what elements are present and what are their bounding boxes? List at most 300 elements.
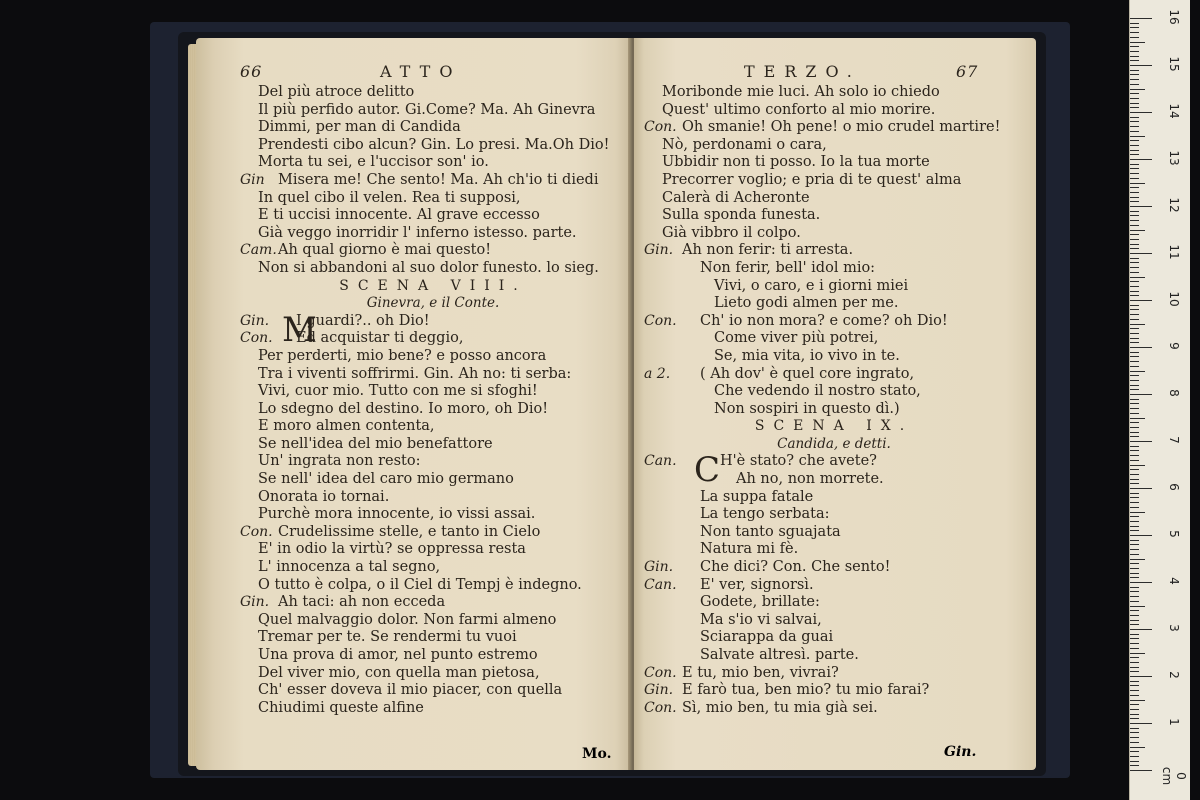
left-catchword: Mo. — [582, 746, 612, 762]
line-text: E tu, mio ben, vivrai? — [682, 664, 839, 681]
line-text: Dimmi, per man di Candida — [258, 119, 461, 136]
text-line — [644, 577, 1024, 595]
line-text: Lieto godi almen per me. — [714, 295, 899, 312]
line-text: Tremar per te. Se rendermi tu vuoi — [258, 629, 517, 646]
ruler-label: 16 — [1167, 9, 1181, 25]
ruler-tick — [1130, 427, 1139, 428]
text-line — [240, 647, 626, 665]
ruler-tick — [1130, 460, 1139, 461]
text-line — [240, 612, 626, 630]
line-text: Ah taci: ah non ecceda — [278, 594, 446, 611]
line-text: Già veggo inorridir l' inferno istesso. parte. — [258, 224, 577, 241]
ruler-tick — [1130, 502, 1139, 503]
text-line — [240, 190, 626, 208]
ruler-tick — [1130, 709, 1139, 710]
ruler-tick — [1130, 615, 1139, 616]
ruler-tick — [1130, 671, 1139, 672]
speaker-label: Gin — [240, 171, 265, 188]
line-text: Ah qual giorno è mai questo! — [278, 242, 492, 259]
speaker-label: Gin. — [644, 559, 674, 576]
ruler-tick — [1130, 648, 1139, 649]
ruler-tick — [1130, 37, 1139, 38]
ruler-tick — [1130, 74, 1139, 75]
line-text: Sulla sponda funesta. — [662, 207, 821, 224]
left-page-header — [240, 62, 626, 84]
line-text: Non si abbandoni al suo dolor funesto. lo sieg. — [258, 259, 599, 276]
text-line — [644, 119, 1024, 137]
line-text: Un' ingrata non resto: — [258, 453, 421, 470]
text-line — [644, 471, 1024, 489]
ruler-tick — [1130, 244, 1139, 245]
text-line — [644, 102, 1024, 120]
left-drop-cap: M — [282, 309, 317, 350]
ruler-tick — [1130, 154, 1139, 155]
ruler-tick — [1130, 657, 1139, 658]
ruler-tick — [1130, 728, 1139, 729]
line-text: Onorata io tornai. — [258, 488, 390, 505]
ruler-label: 6 — [1167, 483, 1181, 491]
ruler-tick — [1130, 159, 1152, 160]
ruler-label: 12 — [1167, 197, 1181, 213]
left-scene-text-block — [240, 309, 626, 718]
text-line — [240, 366, 626, 384]
ruler-tick — [1130, 516, 1139, 517]
text-line — [240, 137, 626, 155]
ruler-tick — [1130, 704, 1139, 705]
ruler-label: 15 — [1167, 56, 1181, 72]
ruler-tick — [1130, 342, 1139, 343]
text-line — [644, 330, 1024, 348]
line-text: Se nell'idea del mio benefattore — [258, 435, 493, 452]
ruler-label: 4 — [1167, 577, 1181, 585]
ruler-tick — [1130, 535, 1152, 536]
line-text: Oh smanie! Oh pene! o mio crudel martire! — [682, 119, 1001, 136]
line-text: Non ferir, bell' idol mio: — [700, 259, 876, 276]
ruler-tick — [1130, 455, 1139, 456]
line-text: La tengo serbata: — [700, 506, 830, 523]
text-line — [644, 700, 1024, 718]
speaker-label: a 2. — [644, 365, 671, 382]
ruler-tick — [1130, 328, 1139, 329]
ruler-tick — [1130, 653, 1145, 654]
ruler-tick — [1130, 140, 1139, 141]
line-text: Salvate altresì. parte. — [700, 647, 859, 663]
ruler-tick — [1130, 549, 1139, 550]
ruler-tick — [1130, 201, 1139, 202]
ruler-tick — [1130, 89, 1145, 90]
ruler-label: 8 — [1167, 389, 1181, 397]
ruler-tick — [1130, 42, 1145, 43]
ruler-tick — [1130, 352, 1139, 353]
line-text: Se, mia vita, io vivo in te. — [714, 347, 900, 364]
line-text: Ubbidir non ti posso. Io la tua morte — [662, 154, 930, 171]
ruler-tick — [1130, 446, 1139, 447]
ruler-tick — [1130, 488, 1152, 489]
ruler-tick — [1130, 418, 1145, 419]
text-line — [240, 401, 626, 419]
ruler-tick — [1130, 408, 1139, 409]
ruler-tick — [1130, 544, 1139, 545]
ruler-tick — [1130, 403, 1139, 404]
line-text: Moribonde mie luci. Ah solo io chiedo — [662, 84, 940, 100]
ruler-tick — [1130, 23, 1139, 24]
ruler-tick — [1130, 479, 1139, 480]
ruler-label: 14 — [1167, 103, 1181, 119]
text-line — [240, 260, 626, 278]
text-line — [240, 418, 626, 436]
left-scene-characters: Ginevra, e il Conte. — [366, 295, 500, 312]
ruler-tick — [1130, 267, 1139, 268]
ruler-tick — [1130, 436, 1139, 437]
line-text: H'è stato? che avete? — [720, 453, 877, 470]
ruler-tick — [1130, 98, 1139, 99]
ruler-tick — [1130, 512, 1145, 513]
right-page-content — [644, 62, 1024, 717]
ruler-tick — [1130, 60, 1139, 61]
ruler-label: 13 — [1167, 150, 1181, 166]
left-page-number: 66 — [240, 62, 263, 81]
line-text: Prendesti cibo alcun? Gin. Lo presi. Ma.Oh Dio! — [258, 136, 610, 153]
ruler-tick — [1130, 587, 1139, 588]
line-text: L' innocenza a tal segno, — [258, 559, 441, 576]
line-text: Ah non ferir: ti arresta. — [682, 242, 854, 259]
line-text: Ah no, non morrete. — [736, 471, 884, 488]
ruler-tick — [1130, 84, 1139, 85]
ruler-tick — [1130, 168, 1139, 169]
text-line — [240, 665, 626, 683]
text-line — [644, 629, 1024, 647]
ruler-tick — [1130, 192, 1139, 193]
ruler-tick — [1130, 624, 1139, 625]
ruler-tick — [1130, 206, 1152, 207]
right-scene-title: SCENA IX. — [754, 418, 914, 435]
line-text: Vivi, o caro, e i giorni miei — [714, 277, 909, 294]
line-text: In quel cibo il velen. Rea ti supposi, — [258, 189, 521, 206]
text-line — [644, 366, 1024, 384]
ruler-tick — [1130, 366, 1139, 367]
ruler-tick — [1130, 380, 1139, 381]
ruler-tick — [1130, 577, 1139, 578]
ruler-tick — [1130, 375, 1139, 376]
right-scene-text-block — [644, 450, 1024, 717]
text-line — [644, 506, 1024, 524]
ruler-tick — [1130, 65, 1152, 66]
ruler-tick — [1130, 732, 1139, 733]
ruler-tick — [1130, 338, 1139, 339]
line-text: Misera me! Che sento! Ma. Ah ch'io ti diedi — [278, 171, 599, 188]
ruler-tick — [1130, 220, 1139, 221]
ruler-tick — [1130, 103, 1139, 104]
text-line — [644, 348, 1024, 366]
ruler-label: 3 — [1167, 624, 1181, 632]
ruler-tick — [1130, 530, 1139, 531]
ruler-tick — [1130, 681, 1139, 682]
text-line — [644, 383, 1024, 401]
ruler-tick — [1130, 324, 1145, 325]
ruler-tick — [1130, 469, 1139, 470]
ruler-tick — [1130, 540, 1139, 541]
ruler-tick — [1130, 197, 1139, 198]
line-text: Quest' ultimo conforto al mio morire. — [662, 101, 936, 118]
ruler-tick — [1130, 662, 1139, 663]
ruler-tick — [1130, 347, 1152, 348]
ruler-tick — [1130, 634, 1139, 635]
ruler-tick — [1130, 300, 1152, 301]
ruler-tick — [1130, 770, 1152, 771]
text-line — [240, 102, 626, 120]
line-text: Del più atroce delitto — [258, 84, 415, 100]
text-line — [240, 154, 626, 172]
ruler-tick — [1130, 286, 1139, 287]
left-running-head: ATTO — [380, 62, 462, 81]
ruler-tick — [1130, 450, 1139, 451]
ruler-tick — [1130, 319, 1139, 320]
line-text: Che dici? Con. Che sento! — [700, 559, 891, 576]
ruler-tick — [1130, 573, 1139, 574]
ruler-tick — [1130, 51, 1139, 52]
ruler-label: 7 — [1167, 436, 1181, 444]
ruler-tick — [1130, 742, 1139, 743]
left-scene-title: SCENA VIII. — [339, 277, 527, 294]
text-line — [240, 436, 626, 454]
ruler-tick — [1130, 56, 1139, 57]
ruler-tick — [1130, 554, 1139, 555]
ruler-tick — [1130, 507, 1139, 508]
ruler-tick — [1130, 690, 1139, 691]
ruler-tick — [1130, 483, 1139, 484]
right-drop-cap: C — [694, 450, 721, 491]
ruler-tick — [1130, 610, 1139, 611]
ruler-tick — [1130, 596, 1139, 597]
ruler-tick — [1130, 239, 1139, 240]
ruler-tick — [1130, 737, 1139, 738]
ruler-label: 1 — [1167, 718, 1181, 726]
text-line — [644, 453, 1024, 471]
text-line — [644, 295, 1024, 313]
text-line — [240, 700, 626, 718]
line-text: Per perderti, mio bene? e posso ancora — [258, 347, 547, 364]
ruler-tick — [1130, 751, 1139, 752]
text-line — [644, 172, 1024, 190]
ruler-tick — [1130, 399, 1139, 400]
line-text: E moro almen contenta, — [258, 418, 435, 435]
line-text: Lo sdegno del destino. Io moro, oh Dio! — [258, 400, 549, 417]
ruler-tick — [1130, 211, 1139, 212]
ruler-tick — [1130, 723, 1152, 724]
ruler-tick — [1130, 474, 1139, 475]
text-line — [644, 559, 1024, 577]
text-line — [240, 119, 626, 137]
line-text: Del viver mio, con quella man pietosa, — [258, 664, 540, 681]
ruler-tick — [1130, 262, 1139, 263]
line-text: Precorrer voglio; e pria di te quest' alma — [662, 171, 962, 188]
ruler-label: 11 — [1167, 244, 1181, 260]
ruler-tick — [1130, 333, 1139, 334]
text-line — [644, 225, 1024, 243]
line-text: Il più perfido autor. Gi.Come? Ma. Ah Ginevra — [258, 101, 596, 118]
ruler-tick — [1130, 389, 1139, 390]
text-line — [644, 594, 1024, 612]
right-catchword: Gin. — [944, 744, 977, 760]
ruler-tick — [1130, 215, 1139, 216]
left-page — [196, 38, 632, 770]
line-text: Sì, mio ben, tu mia già sei. — [682, 699, 878, 716]
ruler-tick — [1130, 230, 1145, 231]
text-line — [644, 489, 1024, 507]
ruler-tick — [1130, 714, 1139, 715]
ruler-tick — [1130, 497, 1139, 498]
ruler-tick — [1130, 253, 1152, 254]
ruler-tick — [1130, 765, 1139, 766]
line-text: Ed acquistar ti deggio, — [296, 330, 464, 347]
line-text: E ti uccisi innocente. Al grave eccesso — [258, 207, 540, 224]
ruler-tick — [1130, 46, 1139, 47]
ruler-label: 2 — [1167, 671, 1181, 679]
line-text: Vivi, cuor mio. Tutto con me si sfoghi! — [258, 383, 538, 400]
speaker-label: Con. — [644, 699, 677, 716]
speaker-label: Can. — [644, 576, 677, 593]
ruler-tick — [1130, 526, 1139, 527]
ruler-tick — [1130, 620, 1139, 621]
ruler-tick — [1130, 685, 1139, 686]
ruler-tick — [1130, 234, 1139, 235]
text-line — [240, 577, 626, 595]
ruler-tick — [1130, 371, 1145, 372]
line-text: Chiudimi queste alfine — [258, 699, 424, 716]
ruler-tick — [1130, 441, 1152, 442]
ruler-tick — [1130, 291, 1139, 292]
ruler-tick — [1130, 413, 1139, 414]
ruler-tick — [1130, 695, 1139, 696]
ruler-tick — [1130, 643, 1139, 644]
text-line — [240, 348, 626, 366]
ruler-tick — [1130, 258, 1139, 259]
ruler-tick — [1130, 126, 1139, 127]
ruler-tick — [1130, 225, 1139, 226]
line-text: Crudelissime stelle, e tanto in Cielo — [278, 523, 541, 540]
right-page-header — [644, 62, 1024, 84]
line-text: Morta tu sei, e l'uccisor son' io. — [258, 154, 489, 171]
ruler-tick — [1130, 356, 1139, 357]
right-page — [634, 38, 1036, 770]
text-line — [644, 190, 1024, 208]
ruler-tick — [1130, 272, 1139, 273]
text-line — [644, 401, 1024, 419]
line-text: Come viver più potrei, — [714, 330, 879, 347]
speaker-label: Con. — [644, 119, 677, 136]
line-text: Non sospiri in questo dì.) — [714, 400, 900, 417]
text-line — [240, 506, 626, 524]
speaker-label: Gin. — [644, 242, 674, 259]
ruler-tick — [1130, 493, 1139, 494]
ruler-tick — [1130, 563, 1139, 564]
ruler-tick — [1130, 305, 1139, 306]
ruler-tick — [1130, 432, 1139, 433]
ruler-tick — [1130, 187, 1139, 188]
ruler-tick — [1130, 281, 1139, 282]
ruler-tick — [1130, 676, 1152, 677]
line-text: Già vibbro il colpo. — [662, 224, 801, 241]
line-text: Ma s'io vi salvai, — [700, 611, 822, 628]
line-text: E' in odio la virtù? se oppressa resta — [258, 541, 526, 558]
line-text: O tutto è colpa, o il Ciel di Tempj è indegno. — [258, 576, 582, 593]
speaker-label: Gin. — [644, 682, 674, 699]
line-text: Nò, perdonami o cara, — [662, 136, 827, 153]
ruler-tick — [1130, 582, 1152, 583]
ruler-tick — [1130, 164, 1139, 165]
text-line — [240, 524, 626, 542]
ruler-tick — [1130, 309, 1139, 310]
ruler-tick — [1130, 131, 1139, 132]
ruler-tick — [1130, 361, 1139, 362]
text-line — [644, 665, 1024, 683]
right-running-head: TERZO. — [744, 62, 861, 81]
text-line — [644, 137, 1024, 155]
ruler-tick — [1130, 70, 1139, 71]
text-line — [644, 242, 1024, 260]
speaker-label: Con. — [240, 330, 273, 347]
line-text: Natura mi fè. — [700, 541, 799, 558]
text-line — [644, 541, 1024, 559]
line-text: La suppa fatale — [700, 488, 814, 505]
text-line — [240, 489, 626, 507]
ruler-tick — [1130, 27, 1139, 28]
ruler-tick — [1130, 756, 1139, 757]
ruler-tick — [1130, 173, 1139, 174]
speaker-label: Con. — [240, 523, 273, 540]
ruler-tick — [1130, 32, 1139, 33]
ruler-tick — [1130, 568, 1139, 569]
ruler-tick — [1130, 638, 1139, 639]
ruler-tick — [1130, 747, 1145, 748]
right-page-number: 67 — [956, 62, 979, 81]
right-text-block — [644, 84, 1024, 418]
speaker-label: Con. — [644, 664, 677, 681]
line-text: Calerà di Acheronte — [662, 189, 810, 206]
ruler-tick — [1130, 295, 1139, 296]
text-line — [644, 207, 1024, 225]
ruler-tick — [1130, 465, 1145, 466]
text-line — [644, 647, 1024, 665]
ruler-tick — [1130, 107, 1139, 108]
text-line — [644, 313, 1024, 331]
line-text: Purchè mora innocente, io vissi assai. — [258, 506, 536, 523]
ruler-tick — [1130, 145, 1139, 146]
line-text: Ch' io non mora? e come? oh Dio! — [700, 312, 948, 329]
ruler-tick — [1130, 183, 1145, 184]
line-text: E' ver, signorsì. — [700, 576, 814, 593]
ruler-tick — [1130, 79, 1139, 80]
ruler-tick — [1130, 718, 1139, 719]
line-text: I guardi?.. oh Dio! — [296, 312, 430, 329]
ruler-label: 10 — [1167, 291, 1181, 307]
text-line — [240, 629, 626, 647]
text-line — [240, 84, 626, 102]
ruler-tick — [1130, 559, 1145, 560]
ruler-tick — [1130, 629, 1152, 630]
text-line — [644, 154, 1024, 172]
ruler-tick — [1130, 248, 1139, 249]
text-line — [240, 225, 626, 243]
ruler-tick — [1130, 422, 1139, 423]
ruler-tick — [1130, 700, 1145, 701]
line-text: Ch' esser doveva il mio piacer, con quella — [258, 682, 563, 699]
line-text: Una prova di amor, nel punto estremo — [258, 647, 538, 663]
line-text: ( Ah dov' è quel core ingrato, — [700, 365, 915, 382]
ruler-tick — [1130, 761, 1139, 762]
speaker-label: Gin. — [240, 594, 270, 611]
ruler-tick — [1130, 18, 1152, 19]
